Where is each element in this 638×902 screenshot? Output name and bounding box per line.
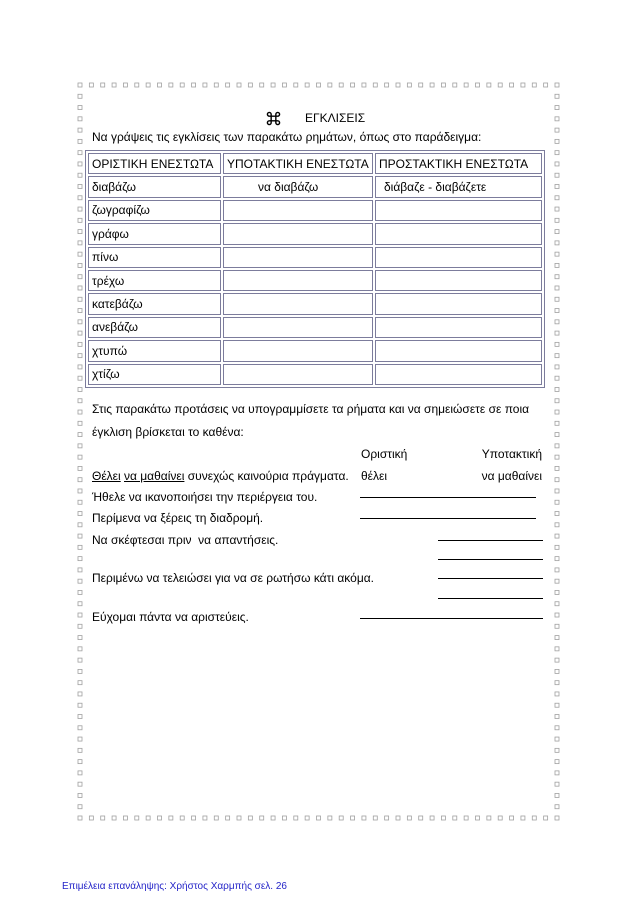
- border-square: [555, 309, 559, 313]
- border-square: [453, 816, 457, 820]
- column-label-oristiki: Οριστική: [361, 447, 408, 461]
- column-label-ypotaktiki: Υποτακτική: [481, 447, 542, 461]
- answer-cell: [375, 200, 542, 221]
- border-square: [78, 624, 82, 628]
- border-square: [78, 579, 82, 583]
- border-square: [487, 83, 491, 87]
- border-square: [555, 737, 559, 741]
- border-square: [555, 726, 559, 730]
- border-square: [555, 399, 559, 403]
- border-square: [362, 83, 366, 87]
- example-verb-underlined: Θέλει: [92, 469, 121, 483]
- border-square: [78, 331, 82, 335]
- border-square: [237, 816, 241, 820]
- border-square: [407, 83, 411, 87]
- border-square: [78, 297, 82, 301]
- answer-cell: [223, 293, 373, 314]
- border-square: [339, 83, 343, 87]
- border-square: [78, 658, 82, 662]
- border-square: [101, 83, 105, 87]
- border-square: [555, 579, 559, 583]
- table-row: [88, 176, 542, 197]
- answer-cell: [223, 317, 373, 338]
- border-square: [555, 421, 559, 425]
- border-square: [101, 816, 105, 820]
- border-square: [532, 816, 536, 820]
- answer-cell: [375, 340, 542, 361]
- border-square: [339, 816, 343, 820]
- border-square: [555, 354, 559, 358]
- border-square: [112, 83, 116, 87]
- example-answer-oristiki: θέλει: [361, 469, 388, 483]
- border-square: [78, 376, 82, 380]
- border-square: [555, 466, 559, 470]
- border-square: [78, 139, 82, 143]
- border-square: [555, 669, 559, 673]
- answer-cell: [375, 223, 542, 244]
- border-square: [237, 83, 241, 87]
- border-square: [373, 83, 377, 87]
- table-row: [88, 364, 542, 385]
- border-square: [510, 816, 514, 820]
- answer-cell: [375, 270, 542, 291]
- border-square: [555, 151, 559, 155]
- border-square: [78, 737, 82, 741]
- border-square: [78, 478, 82, 482]
- border-square: [555, 816, 559, 820]
- border-square: [555, 184, 559, 188]
- answer-cell: [223, 270, 373, 291]
- border-square: [78, 106, 82, 110]
- border-square: [89, 83, 93, 87]
- border-square: [214, 83, 218, 87]
- border-square: [78, 410, 82, 414]
- border-square: [555, 433, 559, 437]
- answer-cell: [223, 200, 373, 221]
- border-square: [226, 816, 230, 820]
- border-square: [78, 399, 82, 403]
- border-square: [317, 816, 321, 820]
- border-square: [555, 636, 559, 640]
- border-square: [555, 455, 559, 459]
- border-square: [328, 816, 332, 820]
- border-square: [78, 692, 82, 696]
- exercise2-instruction-line-1: Στις παρακάτω προτάσεις να υπογραμμίσετε τα ρήματα και να σημειώσετε σε ποια: [92, 402, 530, 416]
- border-square: [78, 669, 82, 673]
- border-square: [248, 816, 252, 820]
- border-square: [555, 162, 559, 166]
- border-square: [555, 83, 559, 87]
- border-square: [555, 793, 559, 797]
- border-square: [555, 342, 559, 346]
- border-square: [78, 512, 82, 516]
- border-square: [78, 320, 82, 324]
- border-square: [305, 83, 309, 87]
- border-square: [555, 523, 559, 527]
- border-square: [78, 489, 82, 493]
- border-square: [146, 816, 150, 820]
- border-square: [78, 421, 82, 425]
- border-square: [555, 207, 559, 211]
- border-square: [78, 230, 82, 234]
- border-square: [78, 760, 82, 764]
- border-square: [351, 83, 355, 87]
- border-square: [532, 83, 536, 87]
- border-square: [78, 534, 82, 538]
- border-square: [78, 613, 82, 617]
- border-square: [78, 162, 82, 166]
- table-row: [88, 200, 542, 221]
- answer-cell: [375, 364, 542, 385]
- border-square: [317, 83, 321, 87]
- border-square: [555, 602, 559, 606]
- answer-blank-line: [360, 518, 536, 519]
- border-square: [78, 128, 82, 132]
- border-square: [78, 715, 82, 719]
- sentence-5: Εύχομαι πάντα να αριστεύεις.: [92, 610, 249, 624]
- border-square: [203, 83, 207, 87]
- sentence-4: Περιμένω να τελειώσει για να σε ρωτήσω κάτι ακόμα.: [92, 571, 375, 585]
- sentence-2: Περίμενα να ξέρεις τη διαδρομή.: [92, 511, 264, 525]
- border-square: [294, 83, 298, 87]
- border-square: [271, 83, 275, 87]
- border-square: [260, 83, 264, 87]
- border-square: [555, 782, 559, 786]
- border-square: [180, 816, 184, 820]
- verb-cell: ζωγραφίζω: [88, 200, 221, 221]
- border-square: [362, 816, 366, 820]
- border-square: [78, 173, 82, 177]
- verb-cell: κατεβάζω: [88, 293, 221, 314]
- answer-blank-line: [360, 497, 536, 498]
- border-square: [430, 83, 434, 87]
- border-square: [555, 320, 559, 324]
- border-square: [464, 83, 468, 87]
- border-square: [78, 557, 82, 561]
- border-square: [78, 387, 82, 391]
- answer-cell: [223, 223, 373, 244]
- border-square: [78, 83, 82, 87]
- border-square: [476, 816, 480, 820]
- border-square: [78, 455, 82, 459]
- border-square: [555, 805, 559, 809]
- border-square: [78, 681, 82, 685]
- border-square: [78, 263, 82, 267]
- table-row: [88, 247, 542, 268]
- answer-cell: [223, 247, 373, 268]
- border-square: [89, 816, 93, 820]
- border-square: [555, 624, 559, 628]
- answer-blank-line: [438, 578, 543, 579]
- border-square: [169, 83, 173, 87]
- border-square: [555, 252, 559, 256]
- border-square: [555, 557, 559, 561]
- border-square: [555, 771, 559, 775]
- border-square: [555, 692, 559, 696]
- table-row: [88, 293, 542, 314]
- border-square: [453, 83, 457, 87]
- border-square: [521, 816, 525, 820]
- border-square: [555, 128, 559, 132]
- answer-cell: [223, 340, 373, 361]
- border-square: [419, 816, 423, 820]
- border-square: [78, 218, 82, 222]
- border-square: [294, 816, 298, 820]
- border-square: [305, 816, 309, 820]
- border-square: [78, 782, 82, 786]
- verb-cell: χτυπώ: [88, 340, 221, 361]
- border-square: [135, 816, 139, 820]
- border-square: [555, 658, 559, 662]
- border-square: [555, 590, 559, 594]
- border-square: [555, 331, 559, 335]
- border-square: [78, 636, 82, 640]
- table-header-cell: ΟΡΙΣΤΙΚΗ ΕΝΕΣΤΩΤΑ: [88, 153, 221, 174]
- border-square: [555, 241, 559, 245]
- border-square: [419, 83, 423, 87]
- border-square: [78, 365, 82, 369]
- border-square: [282, 816, 286, 820]
- border-square: [146, 83, 150, 87]
- border-square: [78, 151, 82, 155]
- table-header-cell: ΥΠΟΤΑΚΤΙΚΗ ΕΝΕΣΤΩΤΑ: [223, 153, 373, 174]
- border-square: [555, 681, 559, 685]
- border-square: [123, 83, 127, 87]
- border-square: [555, 478, 559, 482]
- border-square: [396, 816, 400, 820]
- border-square: [78, 816, 82, 820]
- border-square: [441, 816, 445, 820]
- border-square: [158, 816, 162, 820]
- border-square: [78, 748, 82, 752]
- exercise2-instruction-line-2: έγκλιση βρίσκεται το καθένα:: [92, 425, 244, 439]
- border-square: [544, 83, 548, 87]
- border-square: [555, 286, 559, 290]
- border-square: [555, 760, 559, 764]
- command-symbol-icon: [266, 111, 281, 126]
- answer-cell: [375, 293, 542, 314]
- border-square: [555, 94, 559, 98]
- border-square: [158, 83, 162, 87]
- border-square: [78, 602, 82, 606]
- border-square: [555, 275, 559, 279]
- page-footer: Επιμέλεια επανάληψης: Χρήστος Χαρμπής σελ. 26: [62, 881, 287, 892]
- border-square: [78, 805, 82, 809]
- border-square: [192, 83, 196, 87]
- border-square: [78, 466, 82, 470]
- border-square: [555, 173, 559, 177]
- example-sentence: [92, 469, 349, 483]
- table-row: [88, 317, 542, 338]
- border-square: [555, 613, 559, 617]
- border-square: [112, 816, 116, 820]
- border-square: [555, 500, 559, 504]
- verb-cell: τρέχω: [88, 270, 221, 291]
- verb-cell: πίνω: [88, 247, 221, 268]
- border-square: [498, 816, 502, 820]
- border-square: [78, 444, 82, 448]
- border-square: [78, 342, 82, 346]
- border-square: [555, 196, 559, 200]
- border-square: [555, 376, 559, 380]
- answer-cell: να διαβάζω: [223, 176, 373, 197]
- border-square: [498, 83, 502, 87]
- example-verb-underlined: να μαθαίνει: [124, 469, 185, 483]
- border-square: [555, 117, 559, 121]
- border-square: [555, 512, 559, 516]
- border-square: [555, 263, 559, 267]
- border-square: [487, 816, 491, 820]
- border-square: [430, 816, 434, 820]
- border-square: [78, 590, 82, 594]
- border-square: [464, 816, 468, 820]
- border-square: [373, 816, 377, 820]
- border-square: [78, 354, 82, 358]
- answer-blank-line: [360, 618, 543, 619]
- verb-cell: ανεβάζω: [88, 317, 221, 338]
- border-square: [78, 703, 82, 707]
- border-square: [78, 252, 82, 256]
- border-square: [555, 568, 559, 572]
- border-square: [441, 83, 445, 87]
- border-square: [78, 275, 82, 279]
- border-square: [544, 816, 548, 820]
- sentence-1: Ήθελε να ικανοποιήσει την περιέργεια του.: [92, 490, 318, 504]
- border-square: [385, 83, 389, 87]
- verb-cell: διαβάζω: [88, 176, 221, 197]
- border-square: [78, 647, 82, 651]
- border-square: [555, 410, 559, 414]
- border-square: [555, 444, 559, 448]
- table-header-row: [88, 153, 542, 174]
- sentence-3: Να σκέφτεσαι πριν να απαντήσεις.: [92, 533, 279, 547]
- border-square: [476, 83, 480, 87]
- verb-cell: χτίζω: [88, 364, 221, 385]
- border-square: [78, 94, 82, 98]
- answer-blank-line: [438, 559, 543, 560]
- border-square: [555, 703, 559, 707]
- border-square: [78, 309, 82, 313]
- border-square: [328, 83, 332, 87]
- border-square: [555, 297, 559, 301]
- border-square: [78, 793, 82, 797]
- border-square: [351, 816, 355, 820]
- border-square: [78, 545, 82, 549]
- border-square: [555, 218, 559, 222]
- table-row: [88, 270, 542, 291]
- answer-cell: [375, 247, 542, 268]
- border-square: [78, 523, 82, 527]
- border-square: [78, 286, 82, 290]
- verb-moods-table: [85, 150, 545, 388]
- exercise1-instruction: Να γράψεις τις εγκλίσεις των παρακάτω ρημάτων, όπως στο παράδειγμα:: [92, 130, 482, 144]
- border-square: [271, 816, 275, 820]
- border-square: [385, 816, 389, 820]
- example-answer-ypotaktiki: να μαθαίνει: [481, 469, 542, 483]
- verb-cell: γράφω: [88, 223, 221, 244]
- answer-blank-line: [438, 598, 543, 599]
- border-square: [555, 545, 559, 549]
- border-square: [78, 433, 82, 437]
- border-square: [78, 500, 82, 504]
- border-square: [260, 816, 264, 820]
- border-square: [555, 387, 559, 391]
- border-square: [169, 816, 173, 820]
- answer-cell: διάβαζε - διαβάζετε: [375, 176, 542, 197]
- border-square: [555, 365, 559, 369]
- border-square: [203, 816, 207, 820]
- border-square: [521, 83, 525, 87]
- answer-blank-line: [438, 540, 543, 541]
- border-square: [396, 83, 400, 87]
- border-square: [78, 207, 82, 211]
- border-square: [180, 83, 184, 87]
- border-square: [555, 489, 559, 493]
- table-row: [88, 223, 542, 244]
- border-square: [510, 83, 514, 87]
- worksheet-title: ΕΓΚΛΙΣΕΙΣ: [305, 111, 366, 125]
- border-square: [192, 816, 196, 820]
- border-square: [78, 117, 82, 121]
- border-square: [123, 816, 127, 820]
- border-square: [248, 83, 252, 87]
- border-square: [226, 83, 230, 87]
- border-square: [555, 230, 559, 234]
- border-square: [78, 241, 82, 245]
- border-square: [555, 715, 559, 719]
- answer-cell: [375, 317, 542, 338]
- example-sentence-rest: συνεχώς καινούρια πράγματα.: [184, 469, 349, 483]
- border-square: [282, 83, 286, 87]
- border-square: [555, 534, 559, 538]
- answer-cell: [223, 364, 373, 385]
- border-square: [78, 726, 82, 730]
- border-square: [407, 816, 411, 820]
- table-header-cell: ΠΡΟΣΤΑΚΤΙΚΗ ΕΝΕΣΤΩΤΑ: [375, 153, 542, 174]
- border-square: [214, 816, 218, 820]
- border-square: [555, 647, 559, 651]
- border-square: [78, 568, 82, 572]
- border-square: [78, 184, 82, 188]
- border-square: [78, 771, 82, 775]
- border-square: [555, 139, 559, 143]
- table-row: [88, 340, 542, 361]
- border-square: [78, 196, 82, 200]
- border-square: [135, 83, 139, 87]
- border-square: [555, 106, 559, 110]
- border-square: [555, 748, 559, 752]
